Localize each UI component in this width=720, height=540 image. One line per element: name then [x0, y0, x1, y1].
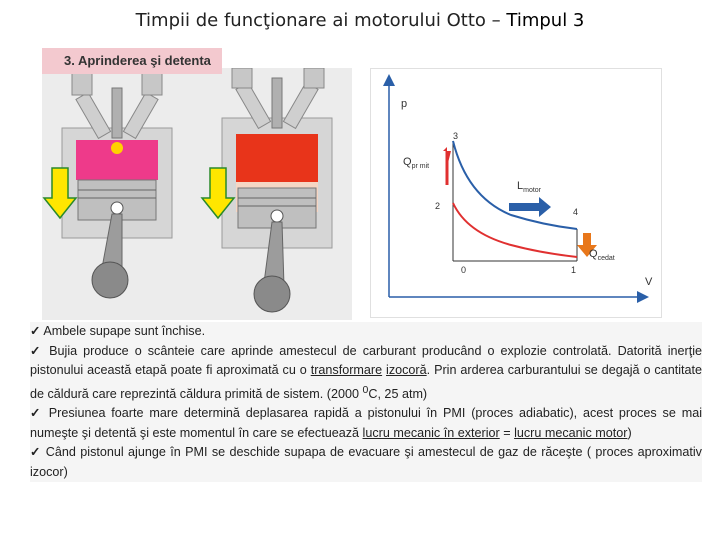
section-subtitle: 3. Aprinderea şi detenta: [42, 48, 222, 74]
engine-left: [62, 73, 172, 298]
title-main: Timpii de funcţionare ai motorului Otto –: [135, 10, 501, 31]
work-arrow: [509, 197, 551, 217]
expansion-curve: [453, 141, 577, 229]
point-3-label: 3: [453, 131, 459, 141]
point-1-label: 1: [571, 265, 577, 275]
q-out-label: $Q_{cedat}$: [589, 248, 615, 262]
point-4: ✓ Când pistonul ajunge în PMI se deschide supapa de evacuare şi amestecul de gaz de răceşte ( proces aproximativ izocor): [30, 445, 702, 479]
point-1: ✓ Ambele supape sunt închise.: [30, 324, 206, 338]
combustion-chamber-right: [236, 134, 318, 182]
compression-curve: [453, 203, 577, 257]
point-2-label: 2: [435, 201, 441, 211]
point-3: ✓ Presiunea foarte mare determină deplasarea rapidă a pistonului în PMI (proces adiabatic), acest proces se mai numeşte şi detentă şi este momentul în care se efectuează lucru mecanic în exterior = lucru mecanic motor): [30, 406, 702, 440]
engine-illustration-panel: [42, 68, 352, 320]
axis-p-label: p: [401, 98, 408, 110]
check-icon: ✓: [30, 406, 43, 421]
engine-illustration: [42, 68, 352, 320]
description-text: [30, 322, 702, 482]
pv-diagram-panel: [370, 68, 662, 318]
axis-v-label: V: [645, 276, 653, 288]
point-0-label: 0: [461, 265, 467, 275]
title-highlight: Timpul 3: [506, 10, 585, 31]
check-icon: ✓: [30, 324, 41, 338]
point-4-label: 4: [573, 207, 579, 217]
spark-left: [111, 142, 123, 154]
point-2: ✓ Bujia produce o scânteie care aprinde amestecul de carburant producând o explozie controlată. Datorită inerţie pistonului această etapă poate fi aproximată cu o transformare izocoră. Prin arderea carburantului se degajă o cantitate de căldură care reprezintă căldura primită de sistem. (2000 $^0$C, 25 atm): [30, 343, 702, 401]
l-motor-label: $L_{motor}$: [517, 180, 542, 194]
q-in-label: $Q_{pr mit}$: [403, 156, 430, 170]
engine-right: [222, 68, 332, 312]
check-icon: ✓: [30, 445, 42, 460]
check-icon: ✓: [30, 343, 44, 358]
page-title: [0, 10, 720, 31]
pv-diagram: [371, 69, 661, 317]
